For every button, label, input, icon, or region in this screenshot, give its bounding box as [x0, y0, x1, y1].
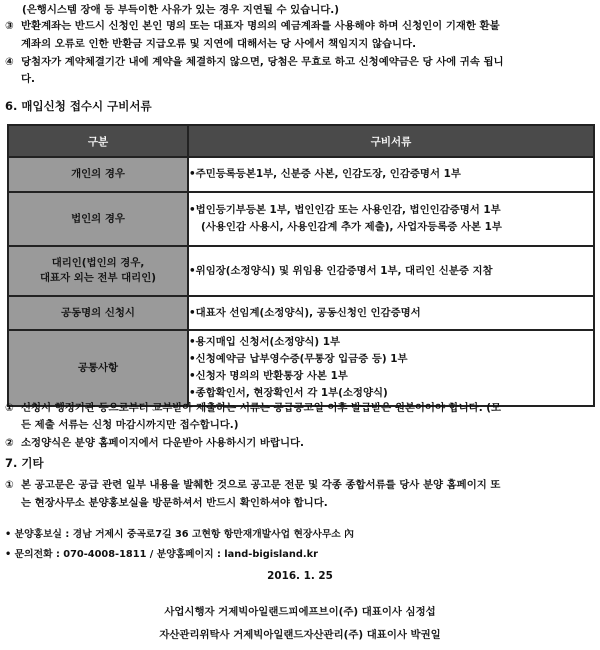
- row-category: 대리인(법인의 경우, 대표자 외는 전부 대리인): [8, 246, 188, 296]
- top-line-4: ④ 당첨자가 계약체결기간 내에 계약을 체결하지 않으면, 당첨은 무효로 하고 신청예약금은 당 사에 귀속 됩니: [5, 56, 504, 68]
- table-header-row: [8, 125, 594, 157]
- table-row: [8, 246, 594, 296]
- section-7-line-1: ① 본 공고문은 공급 관련 일부 내용을 발췌한 것으로 공고문 전문 및 각종 종합서류를 당사 분양 홈페이지 또: [5, 479, 501, 491]
- section-7-title: 7. 기타: [5, 456, 44, 470]
- announcement-date: 2016. 1. 25: [267, 570, 333, 582]
- note-line-2: 든 제출 서류는 신청 마감시까지만 접수합니다.): [21, 419, 239, 431]
- header-docs: 구비서류: [188, 125, 594, 157]
- table-row: [8, 330, 594, 406]
- row-docs: • 대표자 선임계(소정양식), 공동신청인 인감증명서: [188, 296, 594, 330]
- row-category: 공동명의 신청시: [8, 296, 188, 330]
- table-row: [8, 157, 594, 192]
- top-line-3: 계좌의 오류로 인한 반환금 지급오류 및 지연에 대해서는 당 사에서 책임지지 않습니다.: [21, 38, 417, 50]
- top-line-1: (은행시스템 장애 등 부득이한 사유가 있는 경우 지연될 수 있습니다.): [22, 4, 340, 16]
- section-6-title: 6. 매입신청 접수시 구비서류: [5, 99, 152, 113]
- row-category: 공통사항: [8, 330, 188, 406]
- row-docs: • 용지매입 신청서(소정양식) 1부 • 신청예약금 납부영수증(무통장 입금증 등) 1부 • 신청자 명의의 반환통장 사본 1부 • 종합확인서, 현장확인서 각 1부(소정양식): [188, 330, 594, 406]
- top-line-5: 다.: [21, 73, 35, 85]
- table-row: [8, 192, 594, 246]
- signature-asset-manager: 자산관리위탁사 거제빅아일랜드자산관리(주) 대표이사 박권일: [159, 629, 441, 641]
- contact-office: • 분양홍보실 : 경남 거제시 중곡로7길 36 고현항 항만재개발사업 현장사무소 內: [5, 529, 354, 540]
- row-docs: • 위임장(소정양식) 및 위임용 인감증명서 1부, 대리인 신분증 지참: [188, 246, 594, 296]
- note-line-3: ② 소정양식은 분양 홈페이지에서 다운받아 사용하시기 바랍니다.: [5, 437, 305, 449]
- section-7-line-2: 는 현장사무소 분양홍보실을 방문하셔서 반드시 확인하셔야 합니다.: [21, 497, 328, 509]
- row-docs: • 주민등록등본1부, 신분증 사본, 인감도장, 인감증명서 1부: [188, 157, 594, 192]
- row-category: 법인의 경우: [8, 192, 188, 246]
- documents-table: [7, 124, 595, 407]
- header-category: 구분: [8, 125, 188, 157]
- signature-developer: 사업시행자 거제빅아일랜드피에프브이(주) 대표이사 심정섭: [164, 606, 436, 618]
- top-line-2: ③ 반환계좌는 반드시 신청인 본인 명의 또는 대표자 명의의 예금계좌를 사용해야 하며 신청인이 기재한 환불: [5, 20, 500, 32]
- row-category: 개인의 경우: [8, 157, 188, 192]
- row-docs: • 법인등기부등본 1부, 법인인감 또는 사용인감, 법인인감증명서 1부 (사용인감 사용시, 사용인감계 추가 제출), 사업자등록증 사본 1부: [188, 192, 594, 246]
- contact-phone: • 문의전화 : 070-4008-1811 / 분양홈페이지 : land-bigisland.kr: [5, 549, 318, 560]
- table-row: [8, 296, 594, 330]
- note-line-1: ① 신청시 행정기관 등으로부터 교부받아 제출하는 서류는 공급공고일 이후 발급받은 원본이어야 합니다. (모: [5, 402, 502, 414]
